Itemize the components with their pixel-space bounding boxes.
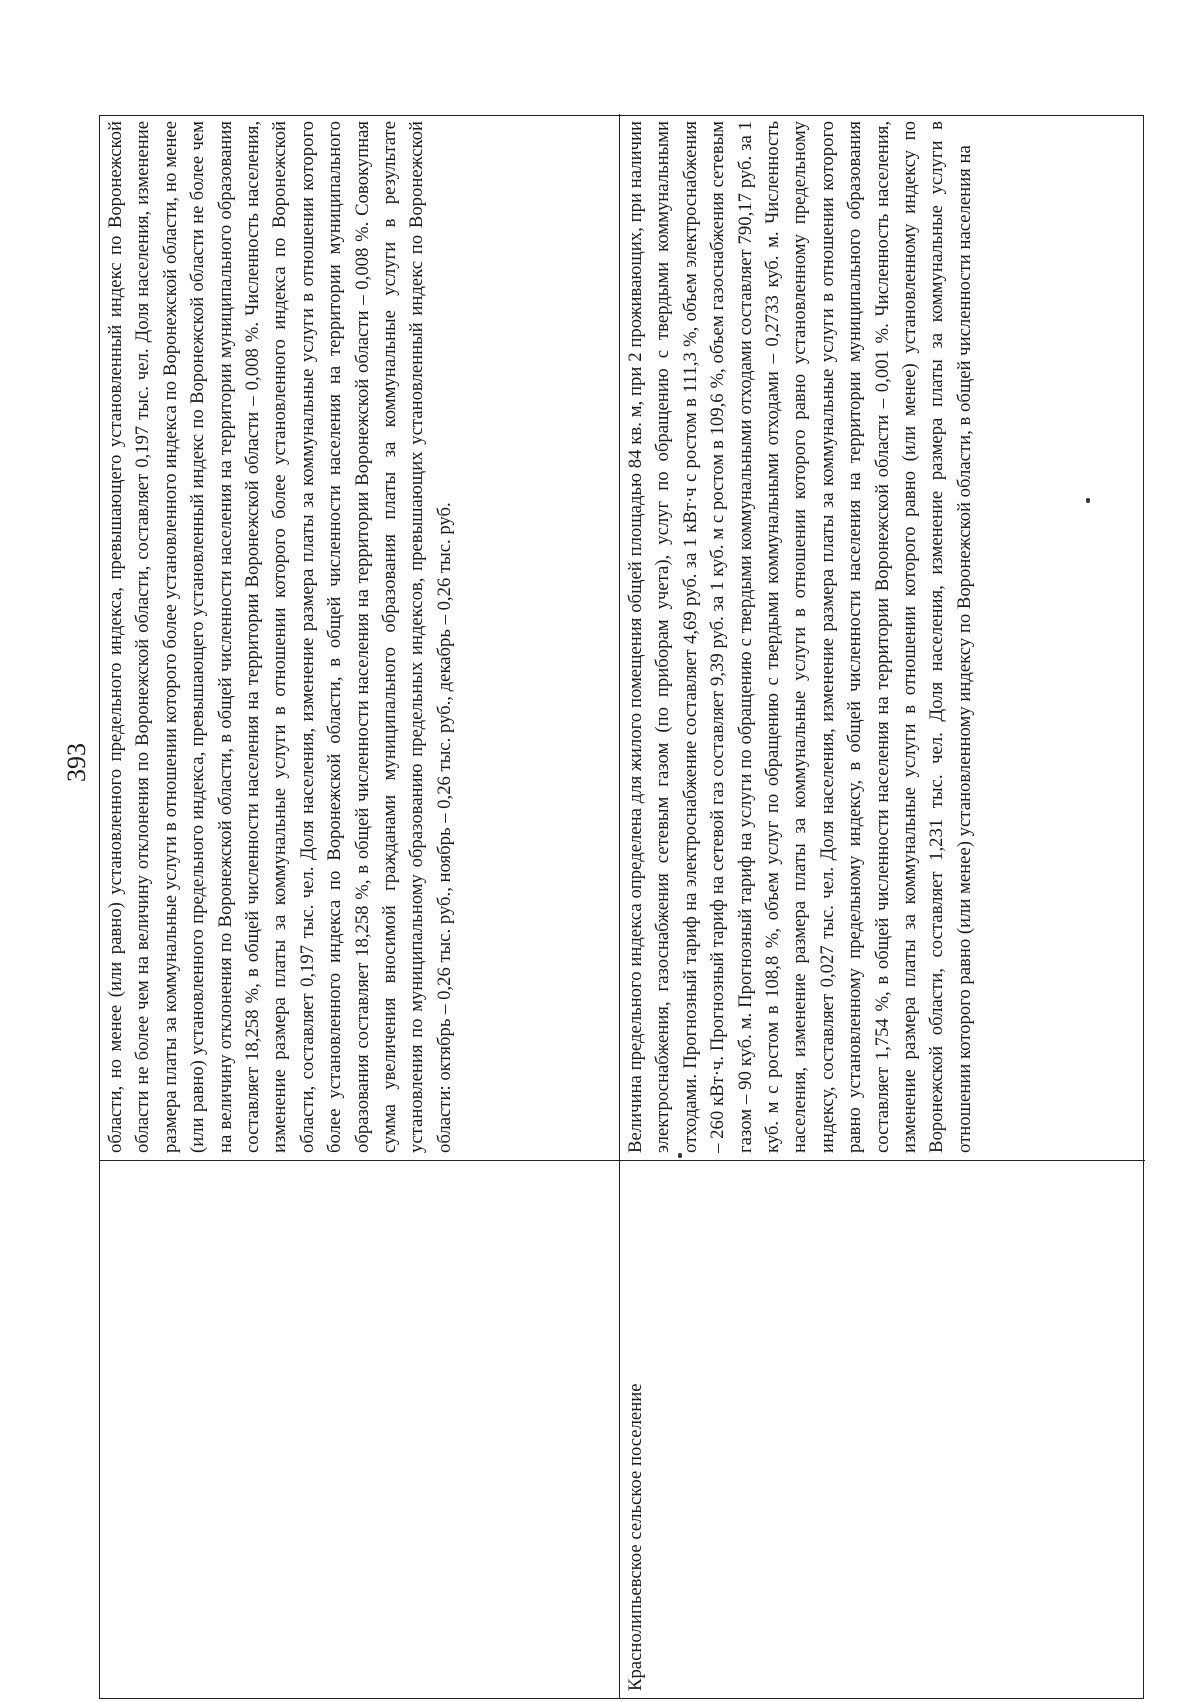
scan-speck <box>678 1153 682 1158</box>
municipality-name-cell-1 <box>100 1160 620 1698</box>
scan-speck <box>1086 498 1090 503</box>
rotated-table-frame <box>99 104 1149 1700</box>
description-cell-1: области, но менее (или равно) установленного предельного индекса, превышающего установленный индекс по Воронежской области не более чем на величину отклонения по Воронежской области, составляет 0,197 тыс. чел. Доля населения, изменение размера платы за коммунальные услуги в отношении которого более установленного индекса по Воронежской области, но менее (или равно) установленного предельного индекса, превышающего установленный индекс по Воронежской области не более чем на величину отклонения по Воронежской области, в общей численности населения на территории муниципального образования составляет 18,258 %, в общей численности населения на территории Воронежской области – 0,008 %. Численность населения, изменение размера платы за коммунальные услуги в отношении которого более установленного индекса по Воронежской области, составляет 0,197 тыс. чел. Доля населения, изменение размера платы за коммунальные услуги в отношении которого более установленного индекса по Воронежской области, в общей численности населения на территории муниципального образования составляет 18,258 %, в общей численности населения на территории Воронежской области – 0,008 %. Совокупная сумма увеличения вносимой гражданами муниципального образования платы за коммунальные услуги в результате установления по муниципальному образованию предельных индексов, превышающих установленный индекс по Воронежской области: октябрь – 0,26 тыс. руб., ноябрь – 0,26 тыс. руб., декабрь – 0,26 тыс. руб. <box>100 114 620 1160</box>
description-cell-2: Величина предельного индекса определена для жилого помещения общей площадью 84 кв. м, при 2 проживающих, при наличии электроснабжения, газоснабжения сетевым газом (по приборам учета), услуг по обращению с твердыми коммунальными отходами. Прогнозный тариф на электроснабжение составляет 4,69 руб. за 1 кВт·ч с ростом в 111,3 %, объем электроснабжения – 260 кВт·ч. Прогнозный тариф на сетевой газ составляет 9,39 руб. за 1 куб. м с ростом в 109,6 %, объем газоснабжения сетевым газом – 90 куб. м. Прогнозный тариф на услуги по обращению с твердыми коммунальными отходами составляет 790,17 руб. за 1 куб. м с ростом в 108,8 %, объем услуг по обращению с твердыми коммунальными отходами – 0,2733 куб. м. Численность населения, изменение размера платы за коммунальные услуги в отношении которого равно установленному предельному индексу, составляет 0,027 тыс. чел. Доля населения, изменение размера платы за коммунальные услуги в отношении которого равно установленному предельному индексу, в общей численности населения на территории муниципального образования составляет 1,754 %, в общей численности населения на территории Воронежской области – 0,001 %. Численность населения, изменение размера платы за коммунальные услуги в отношении которого равно (или менее) установленному индексу по Воронежской области, составляет 1,231 тыс. чел. Доля населения, изменение размера платы за коммунальные услуги в отношении которого равно (или менее) установленному индексу по Воронежской области, в общей численности населения на <box>625 121 975 1153</box>
data-table <box>99 115 1144 1699</box>
page-number: 393 <box>62 743 91 782</box>
municipality-name-cell-2: Краснолипьевское сельское поселение <box>620 1160 1145 1698</box>
